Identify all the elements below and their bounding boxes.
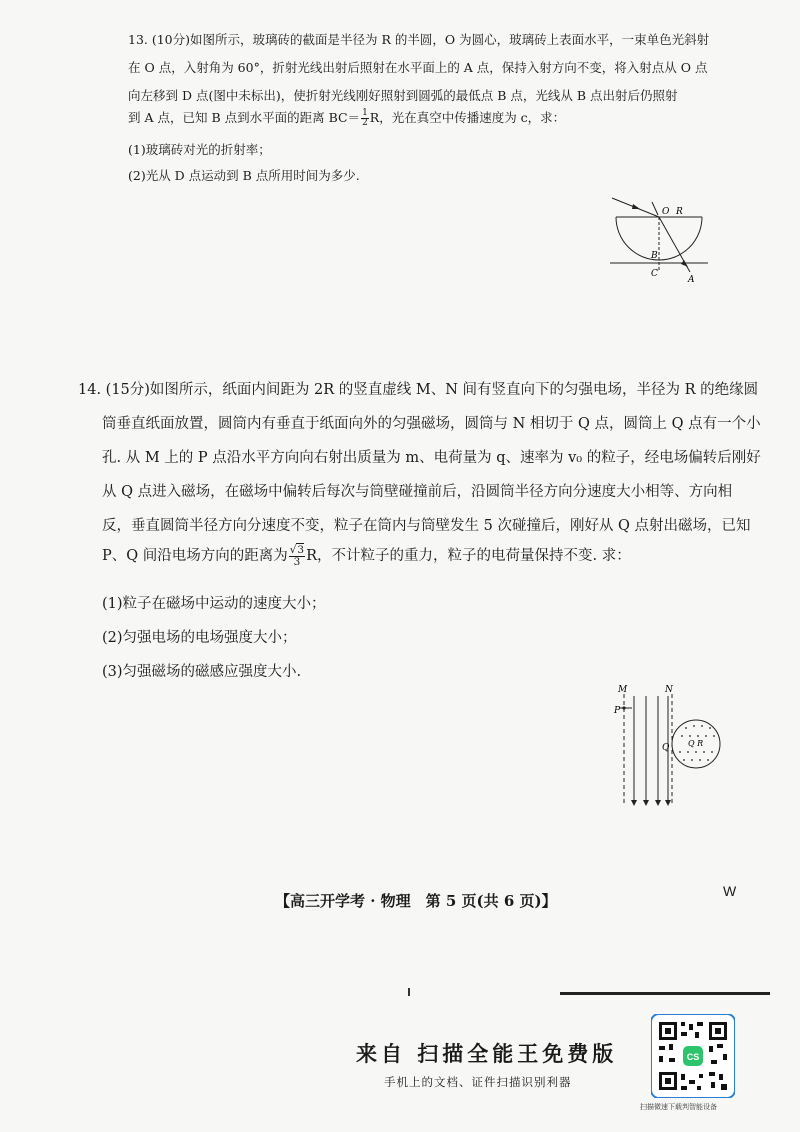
- q13-fraction: $\frac{1}{2}$: [362, 108, 368, 128]
- q14-sub-2: (2)匀强电场的电场强度大小；: [102, 630, 297, 646]
- corner-mark: W: [723, 883, 737, 899]
- banner-title: 来自 扫描全能王免费版: [356, 1041, 618, 1066]
- q13-figure: [600, 190, 710, 285]
- q14-line-2: 筒垂直纸面放置，圆筒内有垂直于纸面向外的匀强磁场，圆筒与 N 相切于 Q 点，圆筒上 Q 点有一个小: [102, 416, 761, 432]
- scan-edge-line: [560, 992, 770, 995]
- q14-label-Q: Q: [662, 743, 670, 753]
- q14-line-4: 从 Q 点进入磁场，在磁场中偏转后每次与筒壁碰撞前后，沿圆筒半径方向分速度大小相等、方向相: [102, 484, 733, 500]
- q14-line-6-post: R，不计粒子的重力，粒子的电荷量保持不变. 求：: [306, 548, 631, 564]
- q13-line-2: 在 O 点，入射角为 60°，折射光线出射后照射在水平面上的 A 点，保持入射方向不变，将入射点从 O 点: [128, 60, 708, 75]
- q14-label-N: N: [665, 685, 673, 695]
- q13-line-4-pre: 到 A 点，已知 B 点到水平面的距离 BC＝: [128, 110, 361, 125]
- q14-label-P: P: [614, 706, 621, 716]
- q14-line-3: 孔. 从 M 上的 P 点沿水平方向向右射出质量为 m、电荷量为 q、速率为 v₀ 的粒子，经电场偏转后刚好: [102, 450, 761, 466]
- q13-line-4-post: R，光在真空中传播速度为 c，求：: [369, 110, 566, 125]
- qr-center-text: CS: [686, 1052, 700, 1062]
- q13-label-R: R: [676, 207, 683, 217]
- q13-label-A: A: [688, 275, 695, 285]
- q14-point-P: [622, 706, 625, 709]
- q13-line-4: [128, 108, 565, 128]
- q14-figure: [610, 682, 735, 812]
- q13-label-C: C: [651, 269, 658, 279]
- q14-field-arrow-4: [665, 800, 671, 806]
- q14-line-6: [102, 544, 631, 567]
- q14-line-6-pre: P、Q 间沿电场方向的距离为: [102, 548, 288, 564]
- q13-sub-1: (1)玻璃砖对光的折射率；: [128, 142, 271, 157]
- q13-line-1: 13. (10分)如图所示，玻璃砖的截面是半径为 R 的半圆，O 为圆心，玻璃砖上表面水平，一束单色光斜射: [128, 32, 710, 47]
- q14-line-1: 14. (15分)如图所示，纸面内间距为 2R 的竖直虚线 M、N 间有竖直向下的匀强电场，半径为 R 的绝缘圆: [78, 382, 759, 398]
- q14-label-M: M: [618, 685, 628, 695]
- qr-code: [651, 1014, 735, 1098]
- q14-fraction: $\frac{√3}{3}$: [289, 544, 305, 568]
- banner-subtitle: 手机上的文档、证件扫描识别利器: [384, 1075, 572, 1089]
- q13-label-O: O: [662, 207, 670, 217]
- q14-sub-3: (3)匀强磁场的磁感应强度大小.: [102, 664, 302, 680]
- q13-ray-b: [652, 202, 658, 215]
- q13-label-B: B: [651, 251, 658, 261]
- q14-sub-1: (1)粒子在磁场中运动的速度大小；: [102, 596, 326, 612]
- q13-sub-2: (2)光从 D 点运动到 B 点所用时间为多少.: [128, 168, 360, 183]
- q14-line-5: 反，垂直圆筒半径方向分速度不变，粒子在筒内与筒壁发生 5 次碰撞后，刚好从 Q 点射出磁场，已知: [102, 518, 751, 534]
- q14-label-QR: Q R: [688, 739, 704, 748]
- q14-field-arrow-2: [643, 800, 649, 806]
- q13-arrow-head: [632, 204, 640, 209]
- q14-field-arrow-3: [655, 800, 661, 806]
- q13-line-3: 向左移到 D 点(图中未标出)，使折射光线刚好照射到圆弧的最低点 B 点，光线从 B 点出射后仍照射: [128, 88, 678, 103]
- scan-mark: [408, 988, 410, 996]
- qr-caption: 扫描微速下载判智能设备: [640, 1103, 717, 1111]
- q14-field-arrow-1: [631, 800, 637, 806]
- page-footer: 【高三开学考 · 物理 第 5 页(共 6 页)】: [275, 892, 557, 910]
